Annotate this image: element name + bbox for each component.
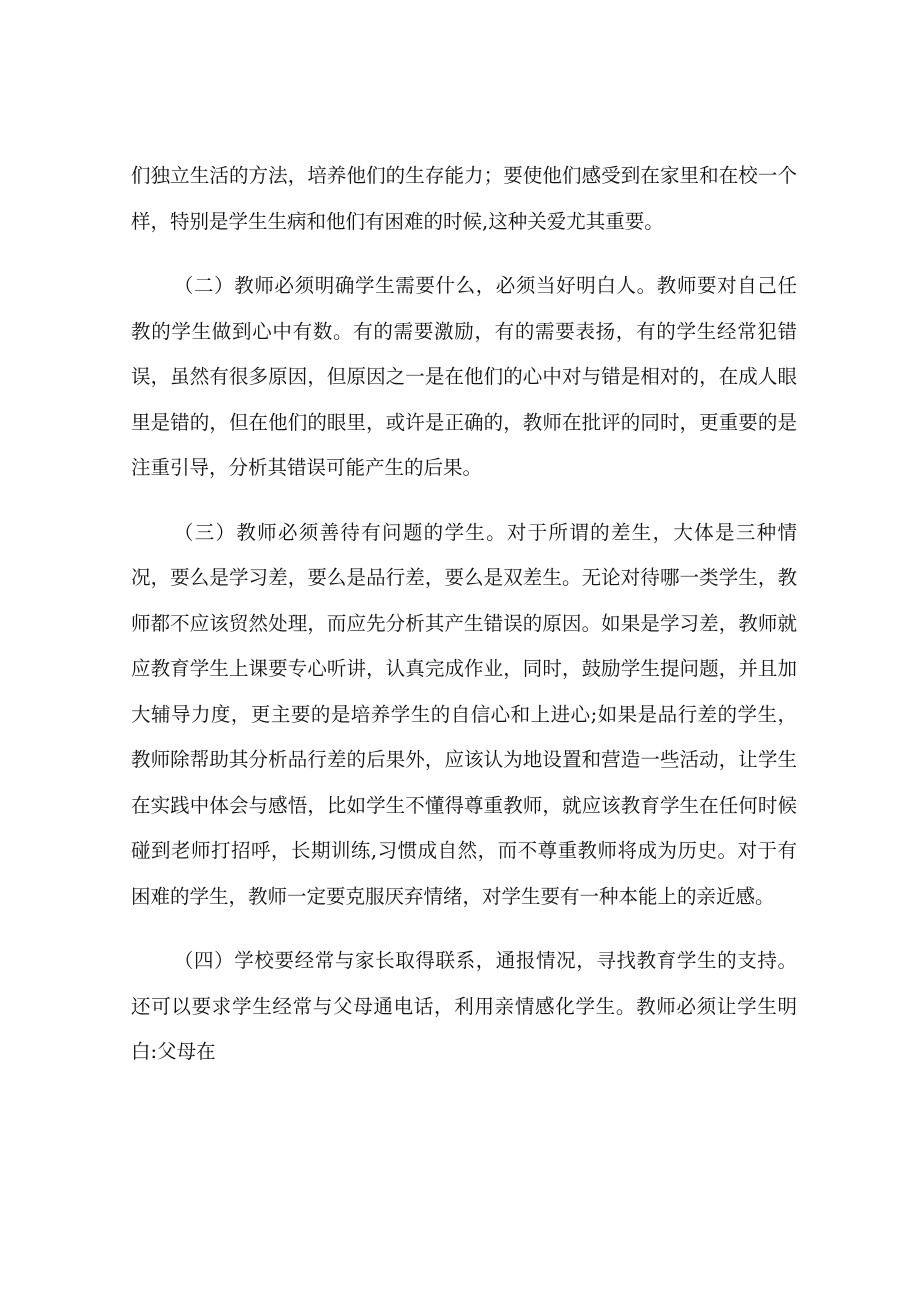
paragraph-section-3: （三）教师必须善待有问题的学生。对于所谓的差生，大体是三种情况，要么是学习差，要么是品行差，要么是双差生。无论对待哪一类学生，教师都不应该贸然处理，而应先分析其产生错误的原因。如果是学习差，教师就应教育学生上课要专心听讲，认真完成作业，同时，鼓励学生提问题，并且加大辅导力度，更主要的是培养学生的自信心和上进心;如果是品行差的学生，教师除帮助其分析品行差的后果外，应该认为地设置和营造一些活动，让学生在实践中体会与感悟，比如学生不懂得尊重教师，就应该教育学生在任何时候碰到老师打招呼，长期训练,习惯成自然，而不尊重教师将成为历史。对于有困难的学生，教师一定要克服厌弃情绪，对学生要有一种本能上的亲近感。	[131, 520, 797, 908]
paragraph-section-2: （二）教师必须明确学生需要什么，必须当好明白人。教师要对自己任教的学生做到心中有数。有的需要激励，有的需要表扬，有的学生经常犯错误，虽然有很多原因，但原因之一是在他们的心中对与错是相对的，在成人眼里是错的，但在他们的眼里，或许是正确的，教师在批评的同时，更重要的是注重引导，分析其错误可能产生的后果。	[131, 274, 797, 479]
document-body	[131, 153, 797, 1075]
paragraph-section-4: （四）学校要经常与家长取得联系，通报情况，寻找教育学生的支持。还可以要求学生经常与父母通电话，利用亲情感化学生。教师必须让学生明白:父母在	[131, 949, 797, 1063]
paragraph-continued: 们独立生活的方法，培养他们的生存能力；要使他们感受到在家里和在校一个样，特别是学生生病和他们有困难的时候,这种关爱尤其重要。	[131, 164, 797, 233]
